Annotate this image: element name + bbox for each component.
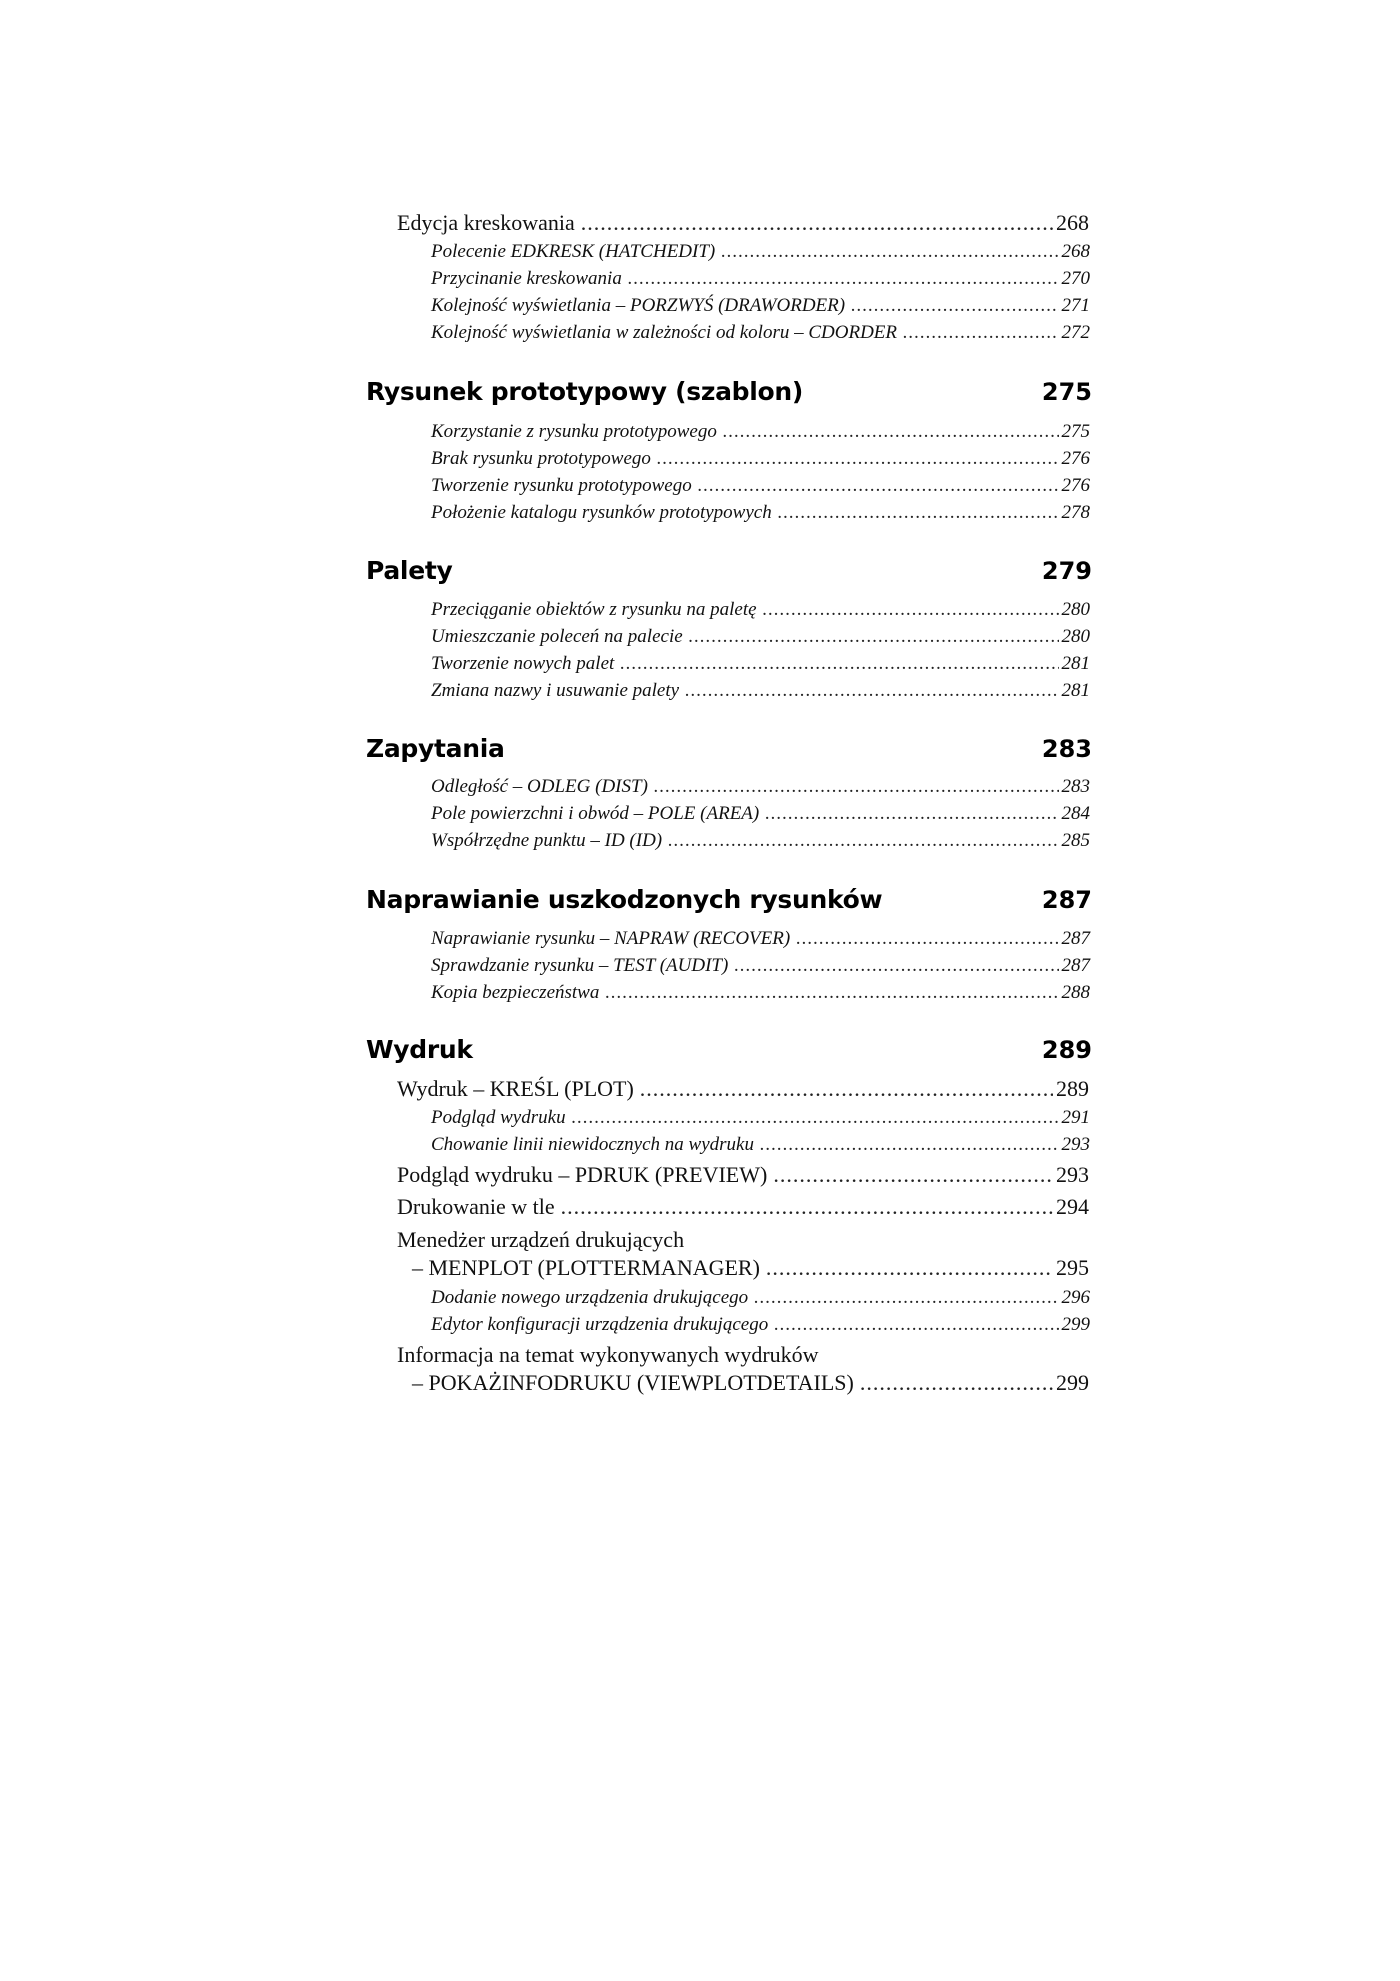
- toc-entry-page: 295: [1056, 1255, 1089, 1280]
- toc-subentry-label: Kopia bezpieczeństwa: [431, 982, 600, 1003]
- toc-subentry-label: Dodanie nowego urządzenia drukującego: [431, 1287, 749, 1308]
- toc-entry-page: 289: [1056, 1076, 1089, 1101]
- section-title: Naprawianie uszkodzonych rysunków: [366, 885, 883, 914]
- toc-entry-label: Drukowanie w tle: [397, 1194, 555, 1219]
- toc-subentry-label: Umieszczanie poleceń na palecie: [431, 626, 683, 647]
- toc-subentry-page: 268: [1061, 241, 1090, 262]
- toc-entry-label: Podgląd wydruku – PDRUK (PREVIEW): [397, 1162, 768, 1187]
- toc-entry[interactable]: [397, 1075, 1089, 1102]
- section-page: 279: [1041, 557, 1092, 585]
- toc-subentry-page: 296: [1061, 1287, 1090, 1308]
- toc-subentry-page: 278: [1061, 502, 1090, 523]
- toc-subentry[interactable]: [431, 679, 1090, 703]
- toc-subentry-page: 284: [1061, 803, 1090, 824]
- section-page: 287: [1041, 886, 1092, 914]
- section-title: Rysunek prototypowy (szablon): [366, 377, 804, 406]
- toc-entry-label-cont: – MENPLOT (PLOTTERMANAGER): [412, 1255, 760, 1280]
- leader-dots: [721, 240, 1058, 264]
- toc-subentry[interactable]: [431, 802, 1090, 826]
- toc-subentry-page: 287: [1061, 928, 1090, 949]
- toc-subentry[interactable]: [431, 447, 1090, 471]
- leader-dots: [620, 652, 1058, 676]
- toc-subentry-label: Odległość – ODLEG (DIST): [431, 776, 648, 797]
- leader-dots: [860, 1369, 1053, 1396]
- toc-subentry-label: Sprawdzanie rysunku – TEST (AUDIT): [431, 955, 729, 976]
- toc-subentry-label: Zmiana nazwy i usuwanie palety: [431, 680, 680, 701]
- toc-subentry-label: Korzystanie z rysunku prototypowego: [431, 421, 717, 442]
- toc-subentry-label: Przeciąganie obiektów z rysunku na paletę: [431, 599, 757, 620]
- toc-entry[interactable]: [397, 209, 1089, 236]
- toc-subentry-label: Edytor konfiguracji urządzenia drukującego: [431, 1314, 769, 1335]
- toc-subentry-page: 299: [1061, 1314, 1090, 1335]
- toc-subentry-page: 276: [1061, 448, 1090, 469]
- toc-subentry[interactable]: [431, 321, 1090, 345]
- toc-subentry[interactable]: [431, 775, 1090, 799]
- leader-dots: [778, 501, 1059, 525]
- leader-dots: [605, 981, 1058, 1005]
- leader-dots: [763, 598, 1059, 622]
- leader-dots: [760, 1133, 1059, 1157]
- leader-dots: [773, 1161, 1053, 1188]
- toc-subentry-page: 270: [1061, 268, 1090, 289]
- toc-subentry-label: Kolejność wyświetlania – PORZWYŚ (DRAWORDER): [431, 295, 846, 316]
- section-heading[interactable]: [366, 885, 1092, 914]
- section-title: Wydruk: [366, 1035, 473, 1064]
- toc-subentry-page: 281: [1061, 653, 1090, 674]
- leader-dots: [572, 1106, 1059, 1130]
- leader-dots: [698, 474, 1059, 498]
- leader-dots: [654, 775, 1059, 799]
- toc-entry[interactable]: [412, 1254, 1089, 1281]
- leader-dots: [774, 1313, 1058, 1337]
- toc-subentry-label: Pole powierzchni i obwód – POLE (AREA): [431, 803, 760, 824]
- toc-subentry-label: Polecenie EDKRESK (HATCHEDIT): [431, 241, 716, 262]
- leader-dots: [765, 802, 1058, 826]
- toc-subentry-label: Tworzenie rysunku prototypowego: [431, 475, 692, 496]
- toc-subentry-page: 287: [1061, 955, 1090, 976]
- toc-entry[interactable]: [397, 1161, 1089, 1188]
- toc-subentry-label: Chowanie linii niewidocznych na wydruku: [431, 1134, 754, 1155]
- section-heading[interactable]: [366, 556, 1092, 585]
- toc-subentry[interactable]: [431, 598, 1090, 622]
- toc-entry-label: Edycja kreskowania: [397, 210, 575, 235]
- leader-dots: [723, 420, 1059, 444]
- toc-entry-label-line1[interactable]: Menedżer urządzeń drukujących: [397, 1227, 685, 1252]
- toc-entry-label: Wydruk – KREŚL (PLOT): [397, 1076, 634, 1101]
- leader-dots: [657, 447, 1059, 471]
- toc-subentry-page: 288: [1061, 982, 1090, 1003]
- toc-subentry[interactable]: [431, 1133, 1090, 1157]
- toc-subentry-label: Podgląd wydruku: [431, 1107, 566, 1128]
- section-title: Zapytania: [366, 734, 505, 763]
- leader-dots: [903, 321, 1058, 345]
- toc-subentry[interactable]: [431, 981, 1090, 1005]
- section-page: 275: [1041, 378, 1092, 406]
- toc-subentry[interactable]: [431, 1106, 1090, 1130]
- toc-subentry-page: 280: [1061, 626, 1090, 647]
- leader-dots: [561, 1193, 1053, 1220]
- toc-entry-label-cont: – POKAŻINFODRUKU (VIEWPLOTDETAILS): [412, 1370, 854, 1395]
- toc-subentry-page: 283: [1061, 776, 1090, 797]
- toc-subentry[interactable]: [431, 501, 1090, 525]
- section-title: Palety: [366, 556, 453, 585]
- toc-entry-label-line1[interactable]: Informacja na temat wykonywanych wydruków: [397, 1342, 819, 1367]
- toc-subentry-label: Naprawianie rysunku – NAPRAW (RECOVER): [431, 928, 791, 949]
- toc-entry[interactable]: [397, 1193, 1089, 1220]
- section-page: 289: [1041, 1036, 1092, 1064]
- toc-entry-page: 268: [1056, 210, 1089, 235]
- toc-subentry[interactable]: [431, 1313, 1090, 1337]
- toc-subentry-page: 276: [1061, 475, 1090, 496]
- leader-dots: [851, 294, 1058, 318]
- toc-subentry-page: 272: [1061, 322, 1090, 343]
- toc-entry-page: 299: [1056, 1370, 1089, 1395]
- toc-subentry-page: 280: [1061, 599, 1090, 620]
- leader-dots: [796, 927, 1058, 951]
- section-heading[interactable]: [366, 734, 1092, 763]
- toc-subentry[interactable]: [431, 954, 1090, 978]
- toc-subentry-label: Tworzenie nowych palet: [431, 653, 615, 674]
- section-page: 283: [1041, 735, 1092, 763]
- leader-dots: [668, 829, 1058, 853]
- leader-dots: [754, 1286, 1058, 1310]
- toc-subentry[interactable]: [431, 240, 1090, 264]
- leader-dots: [628, 267, 1059, 291]
- toc-subentry-label: Współrzędne punktu – ID (ID): [431, 830, 663, 851]
- toc-subentry-page: 271: [1061, 295, 1090, 316]
- section-heading[interactable]: [366, 377, 1092, 406]
- toc-subentry-label: Kolejność wyświetlania w zależności od koloru – CDORDER: [431, 322, 898, 343]
- leader-dots: [685, 679, 1058, 703]
- toc-subentry[interactable]: [431, 294, 1090, 318]
- section-heading[interactable]: [366, 1035, 1092, 1064]
- toc-subentry[interactable]: [431, 420, 1090, 444]
- leader-dots: [640, 1075, 1053, 1102]
- toc-subentry[interactable]: [431, 267, 1090, 291]
- toc-subentry-label: Położenie katalogu rysunków prototypowych: [431, 502, 772, 523]
- toc-subentry-page: 285: [1061, 830, 1090, 851]
- toc-subentry[interactable]: [431, 829, 1090, 853]
- toc-subentry[interactable]: [431, 927, 1090, 951]
- leader-dots: [581, 209, 1053, 236]
- toc-subentry-page: 291: [1061, 1107, 1090, 1128]
- toc-subentry[interactable]: [431, 1286, 1090, 1310]
- leader-dots: [689, 625, 1059, 649]
- toc-subentry[interactable]: [431, 652, 1090, 676]
- toc-subentry-page: 293: [1061, 1134, 1090, 1155]
- toc-subentry-page: 275: [1061, 421, 1090, 442]
- toc-entry[interactable]: [412, 1369, 1089, 1396]
- toc-entry-page: 293: [1056, 1162, 1089, 1187]
- toc-subentry[interactable]: [431, 625, 1090, 649]
- leader-dots: [734, 954, 1058, 978]
- toc-subentry-label: Brak rysunku prototypowego: [431, 448, 651, 469]
- toc-subentry[interactable]: [431, 474, 1090, 498]
- toc-subentry-label: Przycinanie kreskowania: [431, 268, 622, 289]
- leader-dots: [766, 1254, 1053, 1281]
- toc-subentry-page: 281: [1061, 680, 1090, 701]
- toc-entry-page: 294: [1056, 1194, 1089, 1219]
